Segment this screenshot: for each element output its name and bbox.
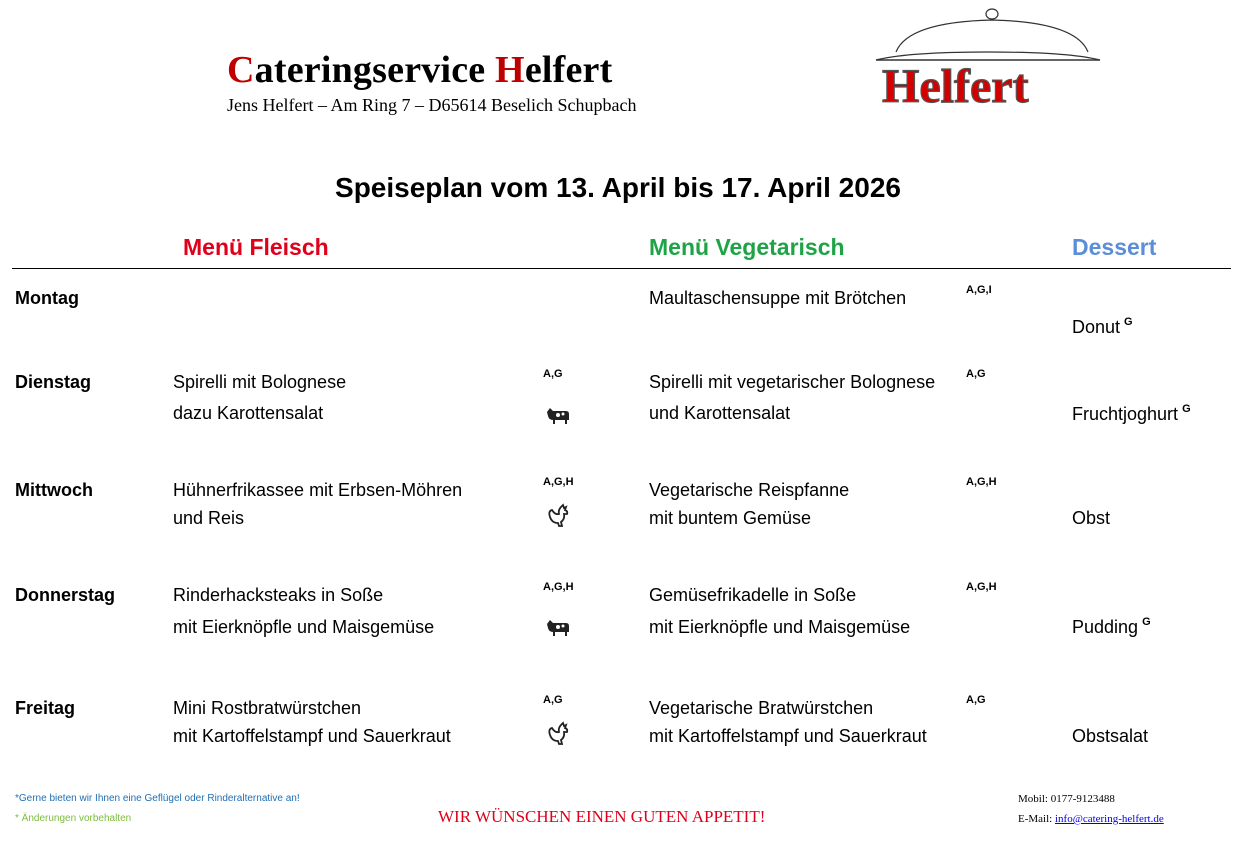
contact-email: E-Mail: info@catering-helfert.de bbox=[1018, 813, 1164, 825]
dessert-item: Pudding $^G$ bbox=[1072, 616, 1151, 637]
day-label: Montag bbox=[15, 288, 79, 308]
column-heading-vegetarian: Menü Vegetarisch bbox=[649, 234, 845, 260]
veg-dish-line2: mit Kartoffelstampf und Sauerkraut bbox=[649, 726, 927, 746]
veg-dish-line1: Vegetarische Reispfanne bbox=[649, 480, 850, 500]
chicken-icon bbox=[544, 503, 572, 529]
meat-dish-line1: Mini Rostbratwürstchen bbox=[173, 698, 362, 718]
day-label: Mittwoch bbox=[15, 480, 93, 500]
meat-dish-line1: Hühnerfrikassee mit Erbsen-Möhren bbox=[173, 480, 463, 500]
veg-dish-line1: Maultaschensuppe mit Brötchen bbox=[649, 288, 907, 308]
logo bbox=[868, 2, 1108, 110]
meat-dish-line2: mit Kartoffelstampf und Sauerkraut bbox=[173, 726, 451, 746]
day-label: Dienstag bbox=[15, 372, 92, 392]
company-name: Cateringservice Helfert bbox=[227, 49, 613, 91]
contact-mobile: Mobil: 0177-9123488 bbox=[1018, 793, 1115, 805]
email-link[interactable]: info@catering-helfert.de bbox=[1054, 813, 1164, 825]
meat-allergens: A,G,H bbox=[543, 476, 574, 488]
dessert-item: Donut $^G$ bbox=[1072, 316, 1133, 337]
cow-icon bbox=[544, 615, 572, 641]
veg-dish-line2: mit Eierknöpfle und Maisgemüse bbox=[649, 617, 911, 637]
veg-allergens: A,G,I bbox=[966, 284, 992, 296]
footer-note-alternative: *Gerne bieten wir Ihnen eine Geflügel oder Rinderalternative an! bbox=[15, 793, 300, 804]
meat-dish-line2: mit Eierknöpfle und Maisgemüse bbox=[173, 617, 435, 637]
veg-dish-line1: Gemüsefrikadelle in Soße bbox=[649, 585, 857, 605]
header-divider bbox=[12, 268, 1231, 269]
cloche-icon bbox=[876, 9, 1100, 60]
company-address: Jens Helfert – Am Ring 7 – D65614 Beselich Schupbach bbox=[227, 95, 637, 115]
veg-allergens: A,G bbox=[966, 694, 986, 706]
day-label: Donnerstag bbox=[15, 585, 116, 605]
dessert-item: Obstsalat bbox=[1072, 726, 1149, 746]
column-heading-dessert: Dessert bbox=[1072, 234, 1157, 260]
meat-allergens: A,G bbox=[543, 368, 563, 380]
meat-dish-line1: Rinderhacksteaks in Soße bbox=[173, 585, 384, 605]
veg-dish-line2: und Karottensalat bbox=[649, 403, 791, 423]
day-label: Freitag bbox=[15, 698, 76, 718]
meat-dish-line2: und Reis bbox=[173, 508, 245, 528]
veg-dish-line1: Spirelli mit vegetarischer Bolognese bbox=[649, 372, 936, 392]
veg-allergens: A,G,H bbox=[966, 581, 997, 593]
column-heading-meat: Menü Fleisch bbox=[183, 234, 329, 260]
dessert-item: Obst bbox=[1072, 508, 1111, 528]
page-title: Speiseplan vom 13. April bis 17. April 2026 bbox=[335, 172, 901, 203]
veg-allergens: A,G,H bbox=[966, 476, 997, 488]
meat-allergens: A,G bbox=[543, 694, 563, 706]
dessert-item: Fruchtjoghurt $^G$ bbox=[1072, 403, 1191, 424]
chicken-icon bbox=[544, 721, 572, 747]
footer-appetit: WIR WÜNSCHEN EINEN GUTEN APPETIT! bbox=[438, 807, 766, 826]
footer-note-changes: * Änderungen vorbehalten bbox=[15, 813, 132, 824]
meat-allergens: A,G,H bbox=[543, 581, 574, 593]
veg-dish-line2: mit buntem Gemüse bbox=[649, 508, 812, 528]
meat-dish-line2: dazu Karottensalat bbox=[173, 403, 324, 423]
meat-dish-line1: Spirelli mit Bolognese bbox=[173, 372, 347, 392]
logo-wordmark: Helfert bbox=[882, 60, 1029, 110]
cow-icon bbox=[544, 403, 572, 429]
veg-allergens: A,G bbox=[966, 368, 986, 380]
veg-dish-line1: Vegetarische Bratwürstchen bbox=[649, 698, 874, 718]
